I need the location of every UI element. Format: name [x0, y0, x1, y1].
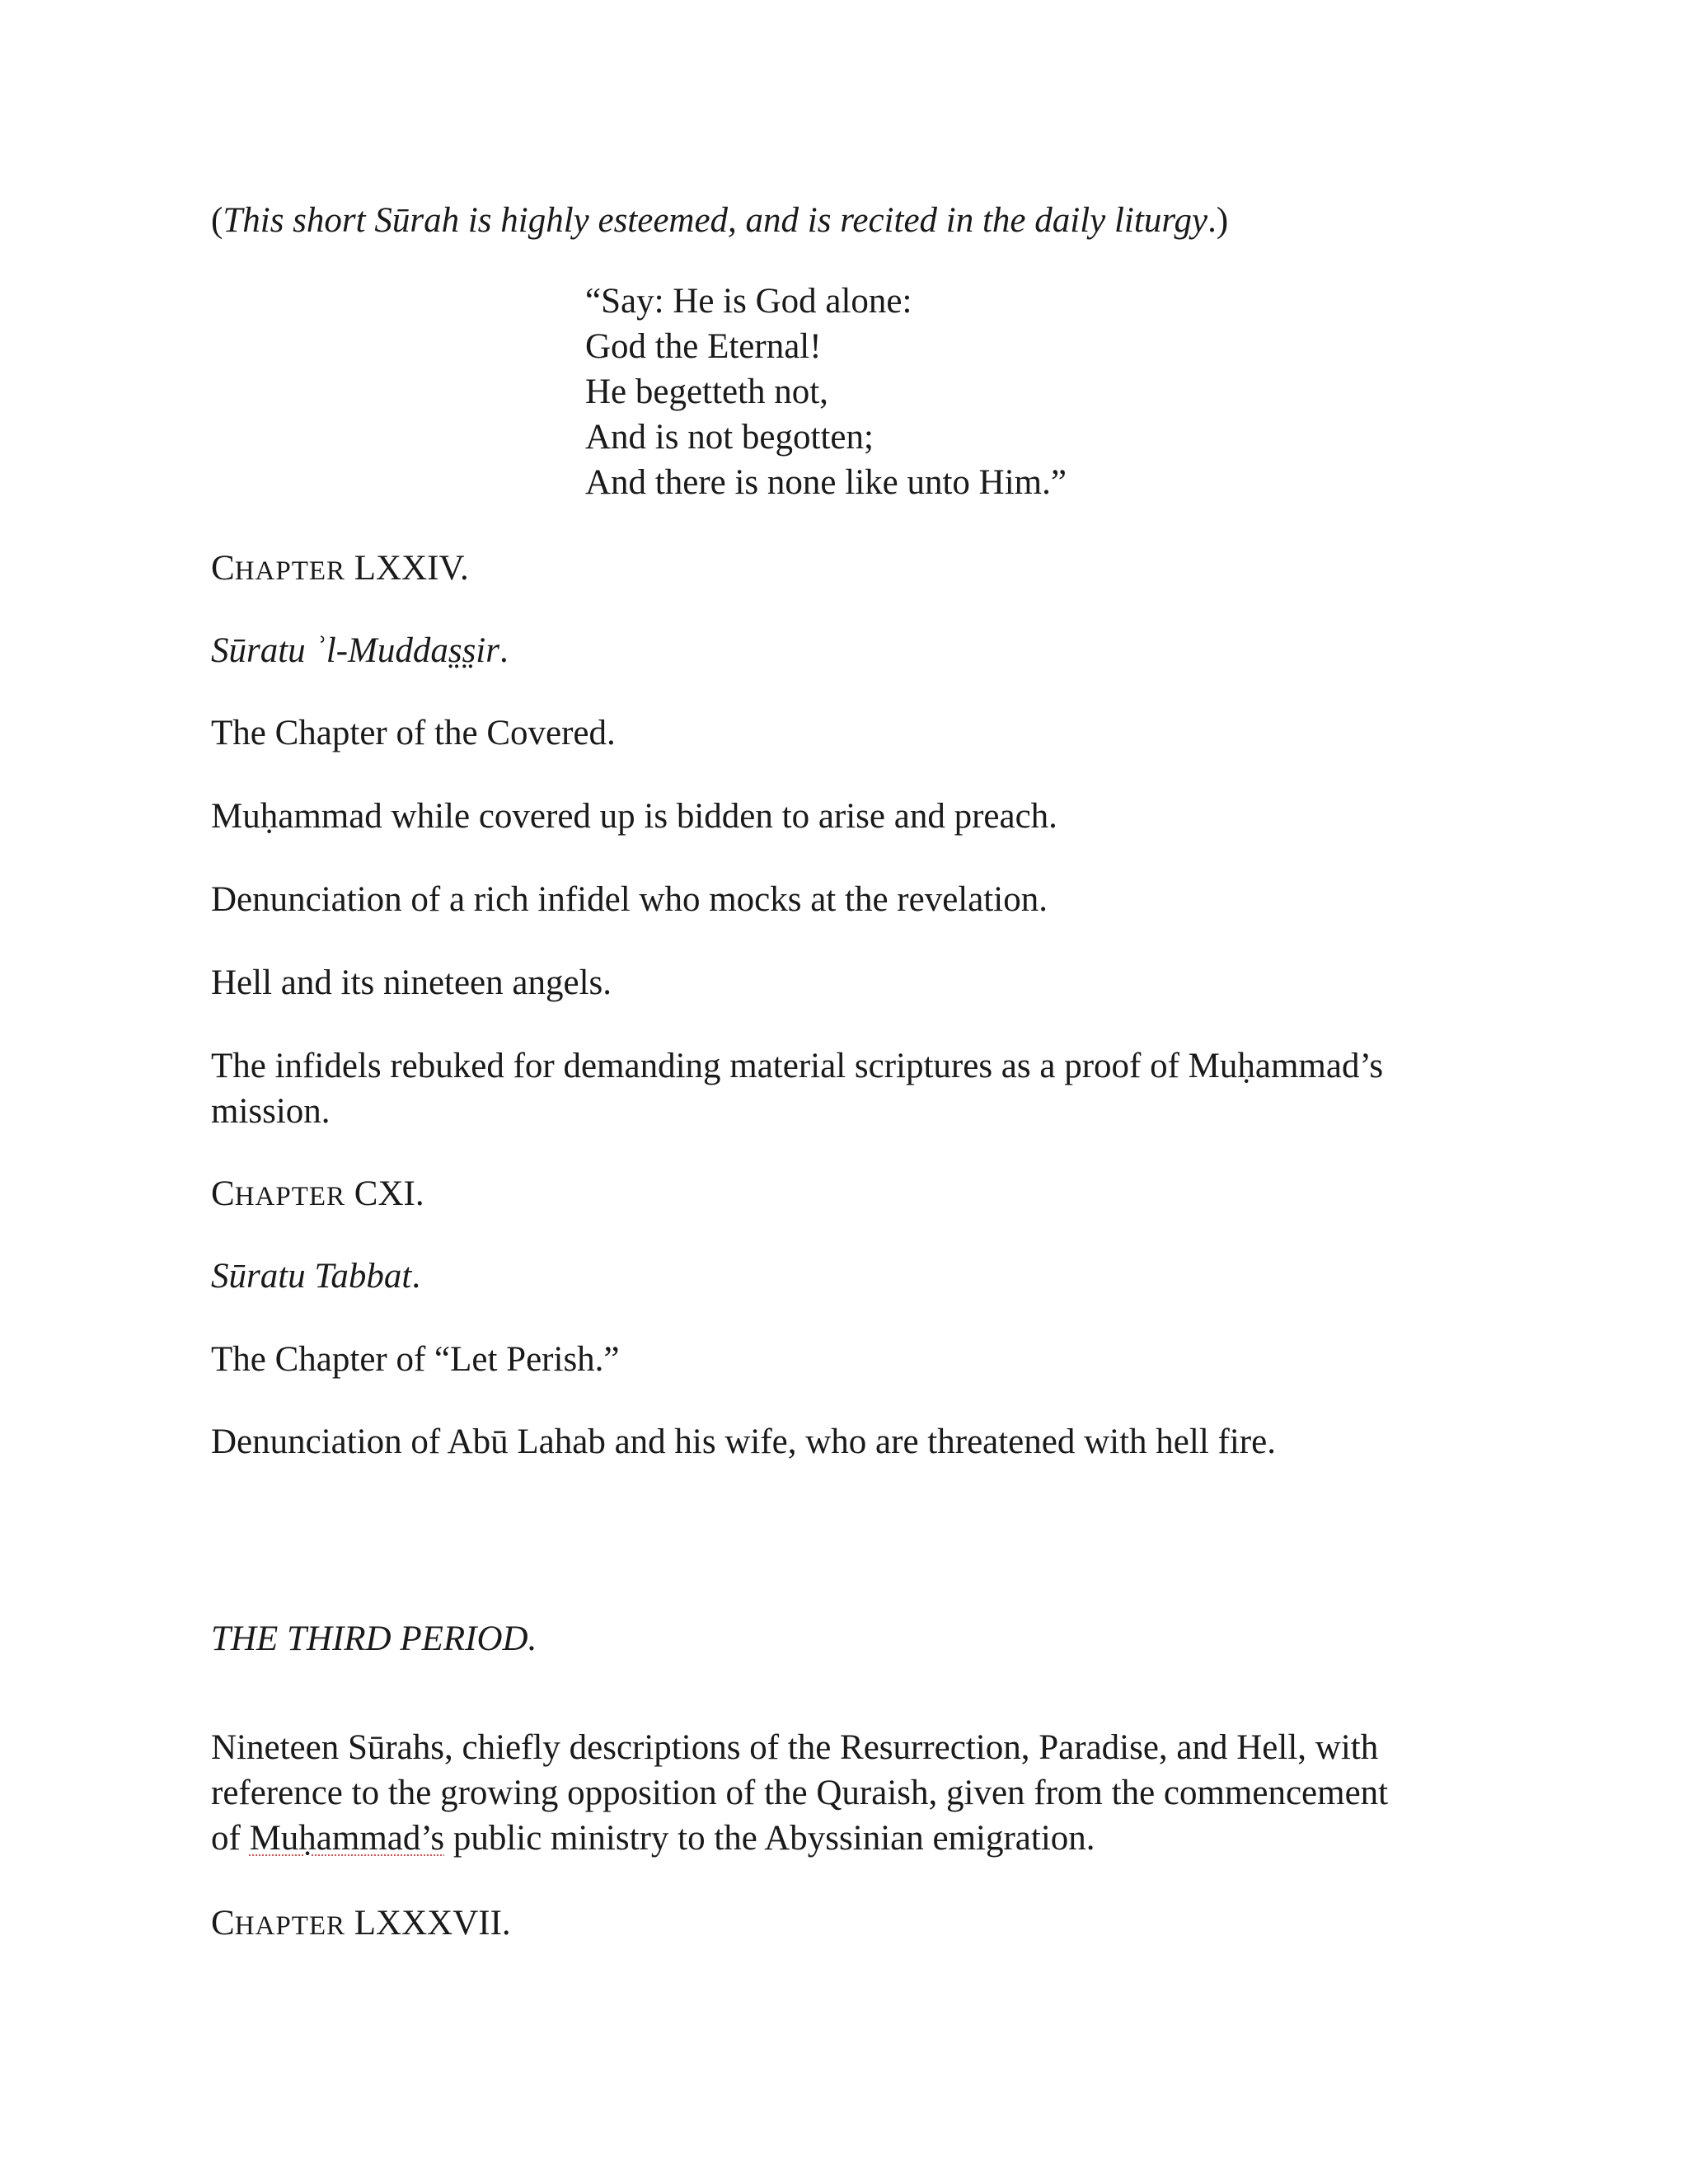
verse-line: He begetteth not,	[585, 373, 828, 411]
summary-line: Denunciation of Abū Lahab and his wife, who are threatened with hell fire.	[211, 1422, 1276, 1461]
verse-line: And there is none like unto Him.”	[585, 463, 1067, 502]
period-description-line: of Muḥammad’s public ministry to the Abyssinian emigration.	[211, 1819, 1095, 1858]
summary-line: Muḥammad while covered up is bidden to arise and preach.	[211, 797, 1057, 836]
intro-note	[211, 198, 1228, 244]
summary-line: The infidels rebuked for demanding material scriptures as a proof of Muḥammad’s	[211, 1047, 1384, 1085]
intro-open-paren: (	[211, 201, 223, 240]
chapter-heading-lxxxvii: CHAPTER LXXXVII.	[211, 1904, 511, 1943]
intro-italic-text: This short Sūrah is highly esteemed, and is recited in the daily liturgy	[223, 201, 1208, 240]
verse-line: God the Eternal!	[585, 327, 822, 366]
surah-name-muddassir: Sūratu ʾl-Muddas̤s̤ir.	[211, 631, 509, 670]
chapter-title-covered: The Chapter of the Covered.	[211, 714, 616, 752]
spellcheck-flagged-word[interactable]: Muḥammad’s	[249, 1819, 445, 1858]
period-description-line: reference to the growing opposition of the Quraish, given from the commencement	[211, 1774, 1389, 1812]
summary-line-continued: mission.	[211, 1092, 331, 1131]
period-heading: THE THIRD PERIOD.	[211, 1619, 537, 1658]
summary-line: Hell and its nineteen angels.	[211, 963, 612, 1002]
verse-line: And is not begotten;	[585, 418, 874, 457]
verse-line: “Say: He is God alone:	[585, 282, 912, 321]
chapter-title-perish: The Chapter of “Let Perish.”	[211, 1340, 620, 1379]
period-description-line: Nineteen Sūrahs, chiefly descriptions of the Resurrection, Paradise, and Hell, with	[211, 1728, 1379, 1767]
chapter-heading-cxi: CHAPTER CXI.	[211, 1174, 424, 1213]
summary-line: Denunciation of a rich infidel who mocks at the revelation.	[211, 880, 1048, 919]
intro-close: .)	[1207, 201, 1229, 240]
chapter-heading-lxxiv: CHAPTER LXXIV.	[211, 549, 469, 588]
surah-name-tabbat: Sūratu Tabbat.	[211, 1257, 421, 1296]
verse-block	[585, 279, 1067, 505]
